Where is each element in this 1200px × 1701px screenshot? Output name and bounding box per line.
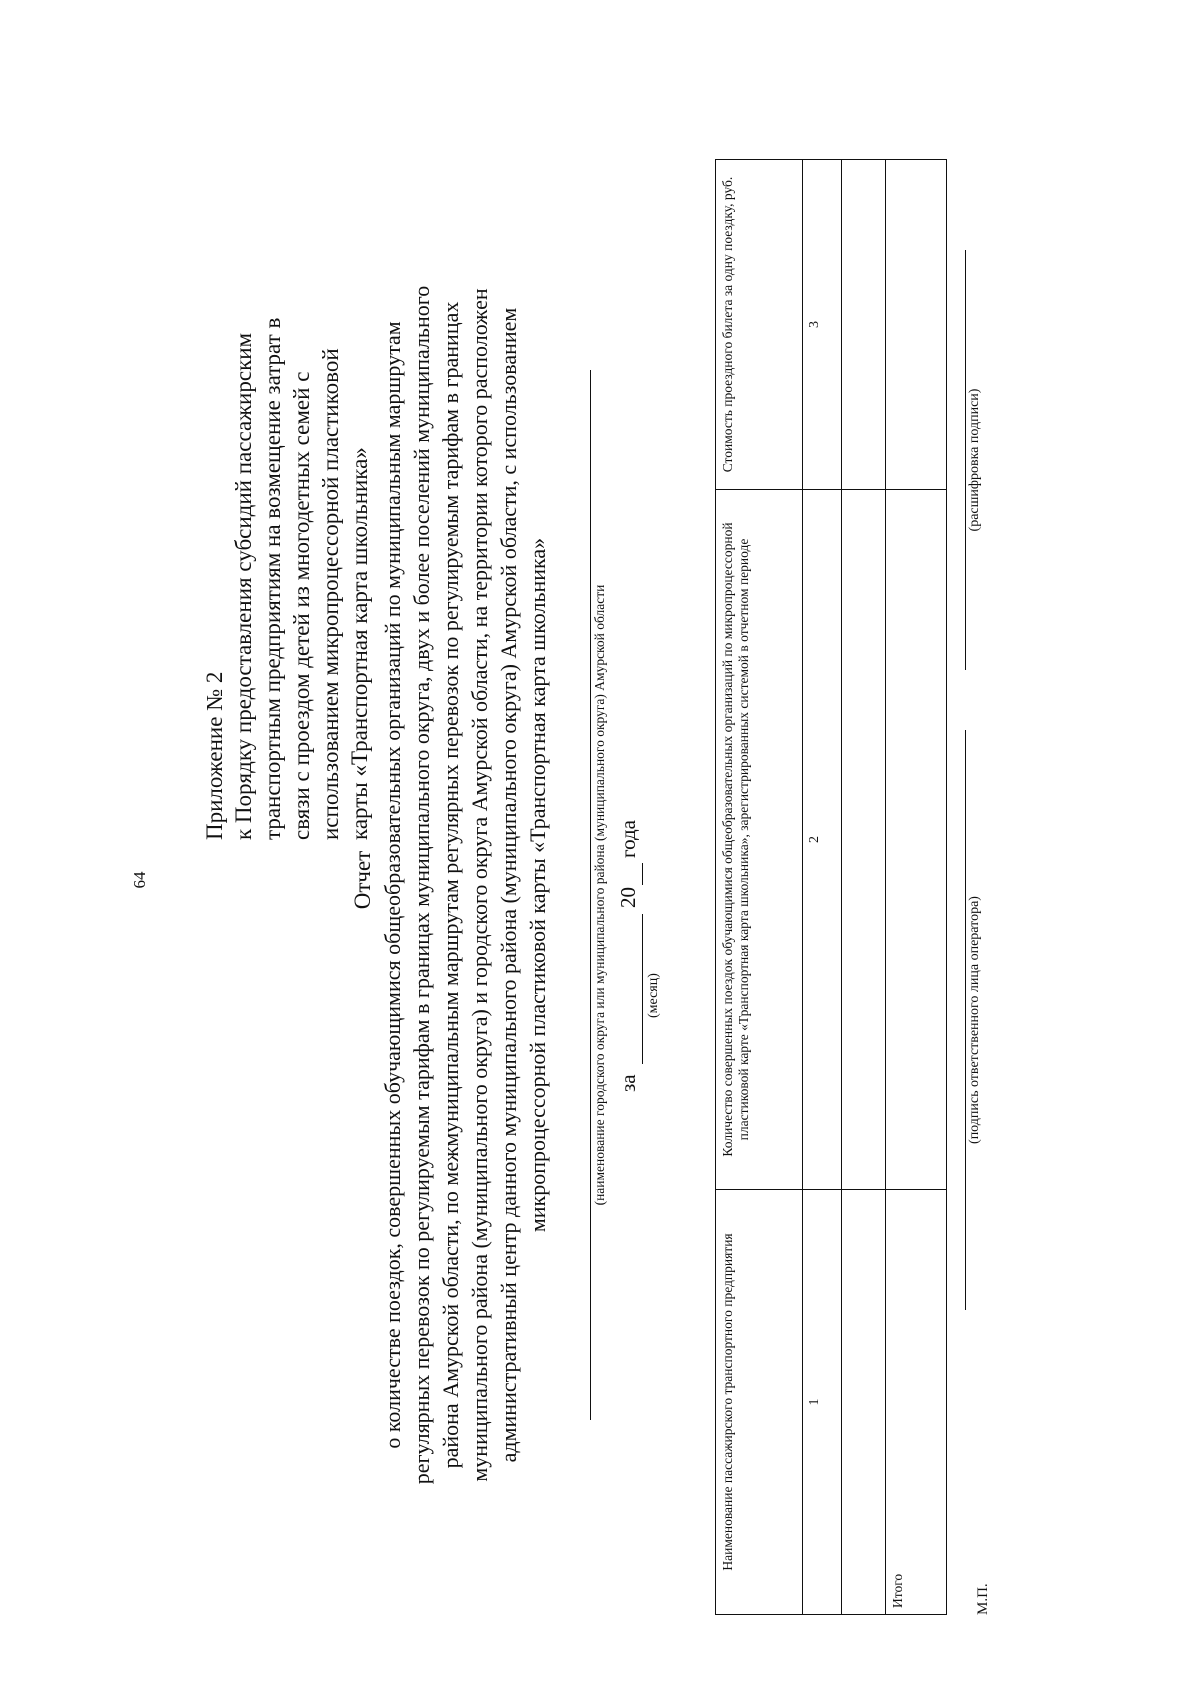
month-caption: (месяц) <box>646 973 661 1018</box>
report-line: регулярных перевозок по регулируемым тарифам в границах муниципального округа, двух и более поселений муниципального <box>409 285 434 1485</box>
column-number-row <box>803 160 842 1615</box>
report-line: административный центр данного муниципального района (муниципального округа) Амурской области, с использованием <box>496 307 521 1463</box>
table-cell <box>842 1190 886 1615</box>
year-blank-line <box>642 863 643 885</box>
column-number: 3 <box>803 160 842 490</box>
table-cell <box>886 160 947 490</box>
signature-decoding-caption: (расшифровка подписи) <box>967 388 982 532</box>
report-line: о количестве поездок, совершенных обучающимися общеобразовательных организаций по муниципальным маршрутам <box>380 321 405 1449</box>
annex-block <box>200 200 374 840</box>
region-name-caption: (наименование городского округа или муниципального района (муниципального округа) Амурской области <box>592 584 607 1206</box>
year-prefix: 20 <box>616 887 640 908</box>
annex-line: связи с проездом детей из многодетных семей с <box>289 371 314 840</box>
period-suffix: года <box>616 820 640 858</box>
annex-line: использованием микропроцессорной пластиковой <box>318 348 343 840</box>
page-number: 64 <box>130 871 149 889</box>
region-name-blank-line <box>590 370 591 1420</box>
column-number: 2 <box>803 490 842 1190</box>
report-line: района Амурской области, по межмуниципальным маршрутам регулярных перевозок по регулируемым тарифам в границах <box>438 301 463 1469</box>
annex-title: Приложение № 2 <box>202 671 227 840</box>
table-header-row <box>716 160 803 1615</box>
document-page <box>130 130 1010 1630</box>
column-number: 1 <box>803 1190 842 1615</box>
operator-signature-caption: (подпись ответственного лица оператора) <box>967 896 982 1144</box>
total-label: Итого <box>886 1190 947 1615</box>
month-blank-line <box>642 914 643 1064</box>
header-transport-company: Наименование пассажирского транспортного предприятия <box>716 1190 803 1615</box>
header-ticket-cost: Стоимость проездного билета за одну поездку, руб. <box>716 160 803 490</box>
report-line: микропроцессорной пластиковой карты «Транспортная карта школьника» <box>525 537 550 1233</box>
report-description <box>378 200 552 1570</box>
header-trip-count: Количество совершенных поездок обучающимися общеобразовательных организаций по микропроцессорной пластиковой карте «Транспортная карта школьника», зарегистрированных системой в отчетном периоде <box>716 490 803 1190</box>
operator-signature-line <box>965 730 966 1310</box>
total-row <box>886 160 947 1615</box>
annex-line: транспортным предприятиям на возмещение затрат в <box>260 317 285 840</box>
table-cell <box>886 490 947 1190</box>
report-line: муниципального района (муниципального округа) и городского округа Амурской области, на территории которого расположен <box>467 288 492 1482</box>
period-prefix: за <box>616 1074 640 1092</box>
table-cell <box>842 490 886 1190</box>
signature-decoding-line <box>965 250 966 670</box>
report-title: Отчет <box>350 850 375 910</box>
table-row <box>842 160 886 1615</box>
annex-line: карты «Транспортная карта школьника» <box>347 447 372 840</box>
stamp-place-label: М.П. <box>975 1583 991 1615</box>
report-table <box>715 159 947 1615</box>
table-cell <box>842 160 886 490</box>
annex-line: к Порядку предоставления субсидий пассажирским <box>231 332 256 840</box>
